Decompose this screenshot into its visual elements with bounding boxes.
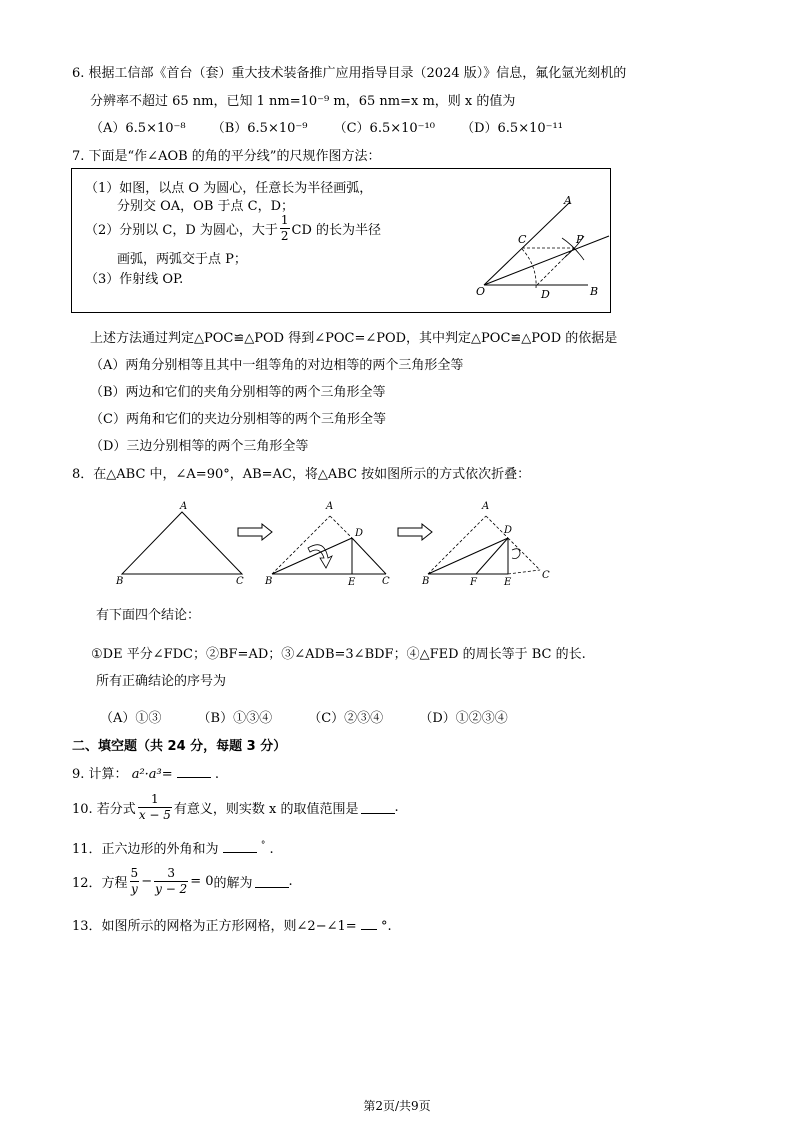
label-p: P [576, 233, 584, 246]
f1-label-b: B [116, 576, 124, 587]
label-c: C [518, 233, 527, 246]
f3-ab-dashed [428, 516, 486, 574]
q8-option-a: （A）①③ [100, 711, 162, 726]
q7-step2a [85, 213, 381, 244]
q10-answer-blank [361, 801, 395, 814]
q12-f1-den: y [130, 882, 138, 896]
q8-ask: 所有正确结论的序号为 [96, 674, 227, 689]
label-a: A [564, 194, 572, 207]
q6-option-a: （A）6.5×10⁻⁸ [90, 121, 186, 136]
q11-answer-blank [223, 840, 257, 853]
section2-title: 二、填空题（共 24 分，每题 3 分） [72, 739, 287, 754]
q7-step3: （3）作射线 OP. [85, 272, 184, 287]
q11-unit: ° [260, 840, 266, 851]
q6-line1: 6. 根据工信部《首台（套）重大技术装备推广应用指导目录（2024 版）》信息，氟化氩光刻机的 [72, 66, 627, 81]
q8-folding-figure [112, 498, 552, 588]
f3-fd [476, 538, 508, 574]
f2-ab-dashed [272, 516, 330, 574]
q13-pre: 13．如图所示的网格为正方形网格，则∠2−∠1= [72, 919, 357, 934]
q12-eq: = 0 [190, 874, 214, 889]
q7-option-b: （B）两边和它们的夹角分别相等的两个三角形全等 [90, 385, 386, 400]
q12-pre: 12．方程 [72, 876, 128, 891]
q11-pre: 11．正六边形的外角和为 [72, 842, 219, 857]
f2-label-e: E [348, 577, 356, 588]
q7-angle-bisector-figure [470, 186, 610, 308]
f3-label-d: D [504, 525, 513, 536]
q11-end: . [269, 842, 274, 857]
page-footer: 第2页/共9页 [363, 1099, 431, 1113]
q13-end: °. [380, 919, 392, 934]
arrow-right-icon [238, 524, 272, 540]
q8-option-c: （C）②③④ [308, 711, 384, 726]
q6-option-d: （D）6.5×10⁻¹¹ [461, 121, 563, 136]
label-b: B [590, 285, 599, 298]
f3-label-a: A [482, 501, 490, 512]
q12 [72, 866, 293, 897]
fold-curl-icon [512, 549, 520, 559]
q7-fraction-den: 2 [280, 229, 289, 243]
seg-dp [537, 248, 574, 285]
q13 [72, 915, 392, 934]
f3-label-b: B [422, 576, 430, 587]
f3-dc-dashed [508, 538, 540, 570]
f2-label-c: C [382, 576, 390, 587]
q12-minus: − [141, 874, 153, 889]
q7-option-d: （D）三边分别相等的两个三角形全等 [90, 439, 309, 454]
q13-answer-blank [361, 917, 377, 930]
q6-option-b: （B）6.5×10⁻⁹ [211, 121, 308, 136]
q9-expr: a²·a³= [131, 767, 173, 782]
q6-options [90, 117, 585, 136]
q6-line2: 分辨率不超过 65 nm，已知 1 nm=10⁻⁹ m，65 nm=x m，则 x 的值为 [90, 94, 516, 109]
q9-pre: 9. 计算： [72, 767, 128, 782]
q10-fraction [138, 792, 172, 823]
q7-fraction [280, 213, 290, 244]
q8-intro: 有下面四个结论： [96, 608, 201, 623]
q10-fraction-num: 1 [138, 792, 172, 808]
q12-fraction-1 [130, 866, 140, 897]
q7-stem: 7. 下面是“作∠AOB 的角的平分线”的尺规作图方法： [72, 149, 381, 164]
q7-fraction-num: 1 [280, 213, 289, 227]
q7-step2a-pre: （2）分别以 C，D 为圆心，大于 [85, 223, 278, 238]
q12-answer-blank [255, 875, 289, 888]
q9 [72, 763, 219, 782]
ray-op [484, 236, 609, 285]
triangle-abc [122, 512, 242, 574]
q10-pre: 10. 若分式 [72, 802, 136, 817]
q7-step2b: 画弧，两弧交于点 P； [117, 252, 247, 267]
q7-option-c: （C）两角和它们的夹边分别相等的两个三角形全等 [90, 412, 386, 427]
q7-step1a: （1）如图，以点 O 为圆心，任意长为半径画弧， [85, 181, 373, 196]
q11 [72, 838, 274, 857]
q9-answer-blank [177, 765, 211, 778]
f2-dc [352, 538, 386, 574]
q7-step2a-post: CD 的长为半径 [291, 223, 382, 238]
q12-f2-num: 3 [154, 866, 188, 882]
q10-end: . [394, 800, 399, 815]
q12-f2-den: y − 2 [155, 882, 188, 896]
q12-end: . [288, 874, 293, 889]
arc-cd [522, 249, 536, 288]
q12-f1-num: 5 [130, 866, 139, 880]
f3-bd [428, 538, 508, 574]
q9-post: . [214, 767, 220, 782]
q8-options [100, 707, 530, 726]
f2-label-d: D [355, 528, 364, 539]
q7-step1b: 分别交 OA，OB 于点 C，D； [117, 199, 295, 214]
label-d: D [541, 288, 550, 301]
q10-fraction-den: x − 5 [138, 808, 171, 822]
q7-follow: 上述方法通过判定△POC≌△POD 得到∠POC=∠POD，其中判定△POC≌△POD 的依据是 [90, 331, 618, 346]
f3-ec-dashed [508, 570, 540, 574]
f3-label-f: F [470, 577, 477, 588]
f1-label-c: C [236, 576, 244, 587]
f3-label-e: E [504, 577, 512, 588]
q10 [72, 792, 399, 823]
q8-conclusions: ①DE 平分∠FDC；②BF=AD；③∠ADB=3∠BDF；④△FED 的周长等于 BC 的长. [91, 647, 586, 662]
q6-option-c: （C）6.5×10⁻¹⁰ [333, 121, 435, 136]
label-o: O [476, 285, 486, 298]
f3-label-c: C [542, 570, 550, 581]
f1-label-a: A [180, 501, 188, 512]
f2-ad-dashed [330, 516, 352, 538]
ray-oa [484, 202, 570, 285]
f2-label-a: A [326, 501, 334, 512]
q12-post: 的解为 [213, 876, 253, 891]
f2-label-b: B [265, 576, 273, 587]
q12-fraction-2 [154, 866, 188, 897]
q8-stem: 8．在△ABC 中，∠A=90°，AB=AC，将△ABC 按如图所示的方式依次折叠： [72, 467, 531, 482]
q8-option-b: （B）①③④ [197, 711, 273, 726]
arrow-right-icon [398, 524, 432, 540]
q10-post: 有意义，则实数 x 的取值范围是 [173, 802, 359, 817]
q7-option-a: （A）两角分别相等且其中一组等角的对边相等的两个三角形全等 [90, 358, 464, 373]
f2-bd [272, 538, 352, 574]
q8-option-d: （D）①②③④ [419, 711, 508, 726]
